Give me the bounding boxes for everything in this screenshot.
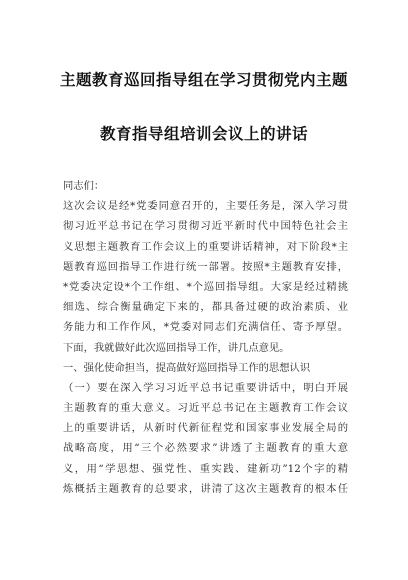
- body-line: 细选、综合衡量确定下来的，都具备过硬的政治素质、业: [63, 301, 348, 314]
- body-line: 战略高度，用“三个必然要求”讲透了主题教育的重大意: [63, 442, 348, 455]
- section-heading: 一、强化使命担当，提高做好巡回指导工作的思想认识: [63, 361, 311, 374]
- document-title-line-2: 教育指导组培训会议上的讲话: [99, 125, 308, 143]
- body-line: 义，用“学思想、强党性、重实践、建新功”12个字的精: [63, 462, 348, 475]
- body-line: 题教育巡回指导工作进行统一部署。按照*主题教育安排，: [63, 260, 348, 273]
- body-line: 这次会议是经*党委同意召开的，主要任务是，深入学习贯: [63, 200, 348, 213]
- body-line: 主题教育的重大意义。习近平总书记在主题教育工作会议: [63, 402, 348, 415]
- body-line: 上的重要讲话，从新时代新征程党和国家事业发展全局的: [63, 422, 348, 435]
- body-line: 彻习近平总书记在学习贯彻习近平新时代中国特色社会主: [63, 220, 348, 233]
- salutation: 同志们：: [63, 180, 105, 192]
- document-title-line-1: 主题教育巡回指导组在学习贯彻党内主题: [59, 71, 348, 89]
- body-line: （一）要在深入学习习近平总书记重要讲话中，明白开展: [63, 381, 348, 394]
- body-line: 务能力和工作作风，*党委对同志们充满信任、寄予厚望。: [63, 321, 348, 334]
- body-line: *党委决定设*个工作组、*个巡回指导组。大家是经过精挑: [63, 280, 348, 293]
- body-line: 下面，我就做好此次巡回指导工作，讲几点意见。: [63, 341, 290, 354]
- document-body: [63, 176, 348, 499]
- body-line: 炼概括主题教育的总要求，讲清了这次主题教育的根本任: [63, 482, 348, 495]
- body-line: 义思想主题教育工作会议上的重要讲话精神，对下阶段*主: [63, 240, 348, 253]
